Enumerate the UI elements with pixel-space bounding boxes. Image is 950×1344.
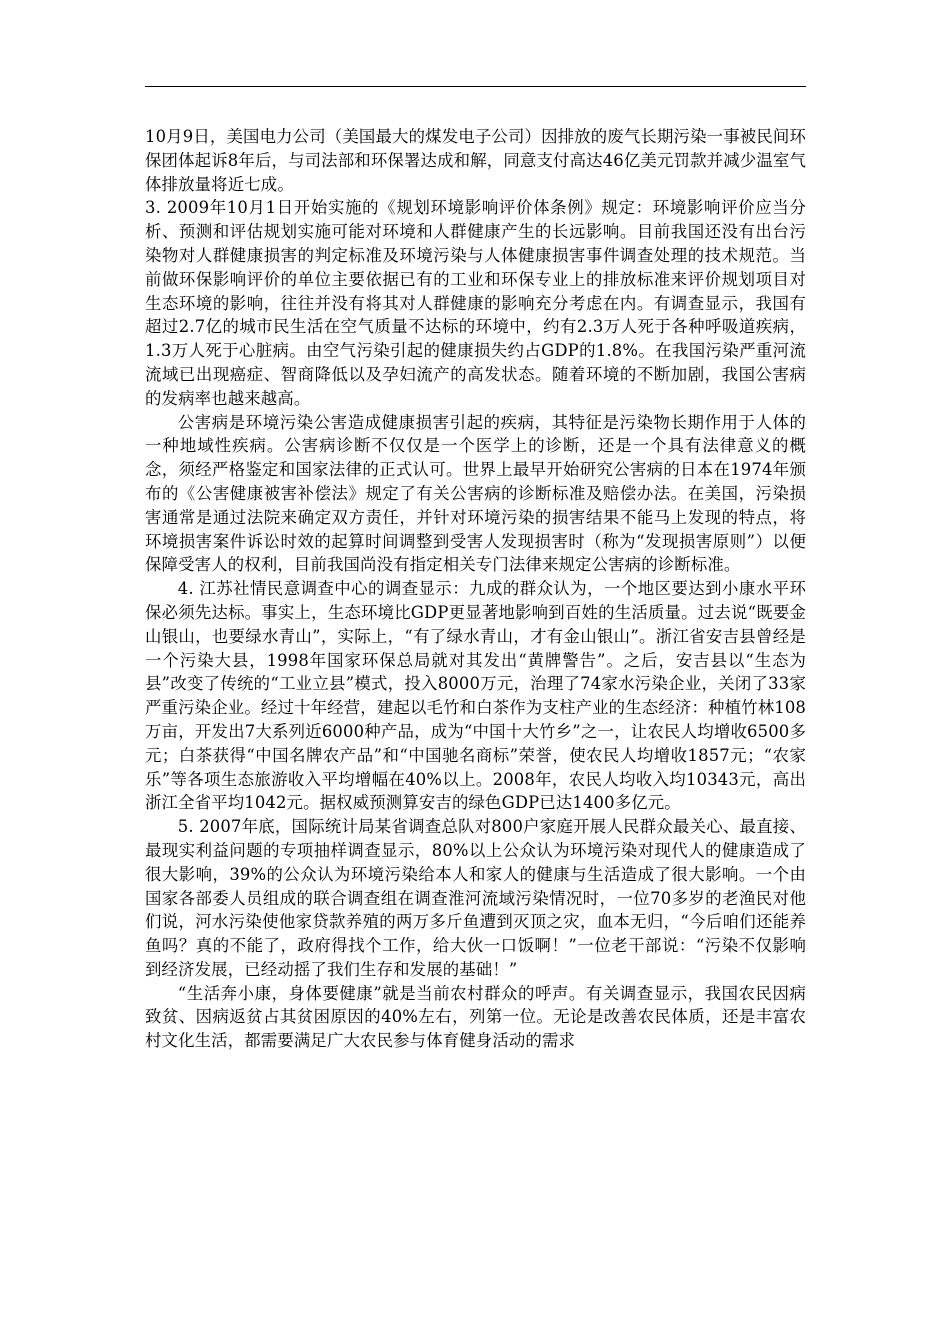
paragraph-2: 3. 2009年10月1日开始实施的《规划环境影响评价体条例》规定：环境影响评价应当分析、预测和评估规划实施可能对环境和人群健康产生的长远影响。目前我国还没有出台污染物对人群健康损害的判定标准及环境污染与人体健康损害事件调查处理的技术规范。当前做环保影响评价的单位主要依据已有的工业和环保专业上的排放标准来评价规划项目对生态环境的影响，往往并没有将其对人群健康的影响充分考虑在内。有调查显示，我国有超过2.7亿的城市民生活在空气质量不达标的环境中，约有2.3万人死于各种呼吸道疾病，1.3万人死于心脏病。由空气污染引起的健康损失约占GDP的1.8%。在我国污染严重河流流域已出现癌症、智商降低以及孕妇流产的高发状态。随着环境的不断加剧，我国公害病的发病率也越来越高。 bbox=[145, 198, 806, 408]
paragraph-1: 10月9日，美国电力公司（美国最大的煤发电子公司）因排放的废气长期污染一事被民间环保团体起诉8年后，与司法部和环保署达成和解，同意支付高达46亿美元罚款并减少温室气体排放量将近七成。 bbox=[145, 127, 806, 194]
paragraph-6: “生活奔小康，身体要健康”就是当前农村群众的呼声。有关调查显示，我国农民因病致贫、因病返贫占其贫困原因的40%左右，列第一位。无论是改善农民体质，还是丰富农村文化生活，都需要满足广大农民参与体育健身活动的需求 bbox=[145, 983, 806, 1051]
document-body bbox=[145, 125, 806, 1053]
paragraph-3: 公害病是环境污染公害造成健康损害引起的疾病，其特征是污染物长期作用于人体的一种地域性疾病。公害病诊断不仅仅是一个医学上的诊断，还是一个具有法律意义的概念，须经严格鉴定和国家法律的正式认可。世界上最早开始研究公害病的日本在1974年颁布的《公害健康被害补偿法》规定了有关公害病的诊断标准及赔偿办法。在美国，污染损害通常是通过法院来确定双方责任，并针对环境污染的损害结果不能马上发现的特点，将环境损害案件诉讼时效的起算时间调整到受害人发现损害时（称为“发现损害原则”）以便保障受害人的权利，目前我国尚没有指定相关专门法律来规定公害病的诊断标准。 bbox=[145, 412, 806, 575]
header-rule bbox=[145, 86, 806, 87]
paragraph-4: 4. 江苏社情民意调查中心的调查显示：九成的群众认为，一个地区要达到小康水平环保必须先达标。事实上，生态环境比GDP更显著地影响到百姓的生活质量。过去说“既要金山银山，也要绿水青山”，实际上，“有了绿水青山，才有金山银山”。浙江省安吉县曾经是一个污染大县，1998年国家环保总局就对其发出“黄牌警告”。之后，安吉县以“生态为县”改变了传统的“工业立县”模式，投入8000万元，治理了74家水污染企业，关闭了33家严重污染企业。经过十年经营，建起以毛竹和白茶作为支柱产业的生态经济：种植竹林108万亩，开发出7大系列近6000种产品，成为“中国十大竹乡”之一，让农民人均增收6500多元；白茶获得“中国名牌农产品”和“中国驰名商标”荣誉，使农民人均增收1857元；“农家乐”等各项生态旅游收入平均增幅在40%以上。2008年，农民人均收入均10343元，高出浙江全省平均1042元。据权威预测算安吉的绿色GDP已达1400多亿元。 bbox=[145, 579, 806, 813]
paragraph-5: 5. 2007年底，国际统计局某省调查总队对800户家庭开展人民群众最关心、最直接、最现实利益问题的专项抽样调查显示，80%以上公众认为环境污染对现代人的健康造成了很大影响，39%的公众认为环境污染给本人和家人的健康与生活造成了很大影响。一个由国家各部委人员组成的联合调查组在调查淮河流域污染情况时，一位70多岁的老渔民对他们说，河水污染使他家贷款养殖的两万多斤鱼遭到灭顶之灾，血本无归，“今后咱们还能养鱼吗？真的不能了，政府得找个工作，给大伙一口饭啊！”一位老干部说：“污染不仅影响到经济发展，已经动摇了我们生存和发展的基础！” bbox=[145, 817, 806, 979]
